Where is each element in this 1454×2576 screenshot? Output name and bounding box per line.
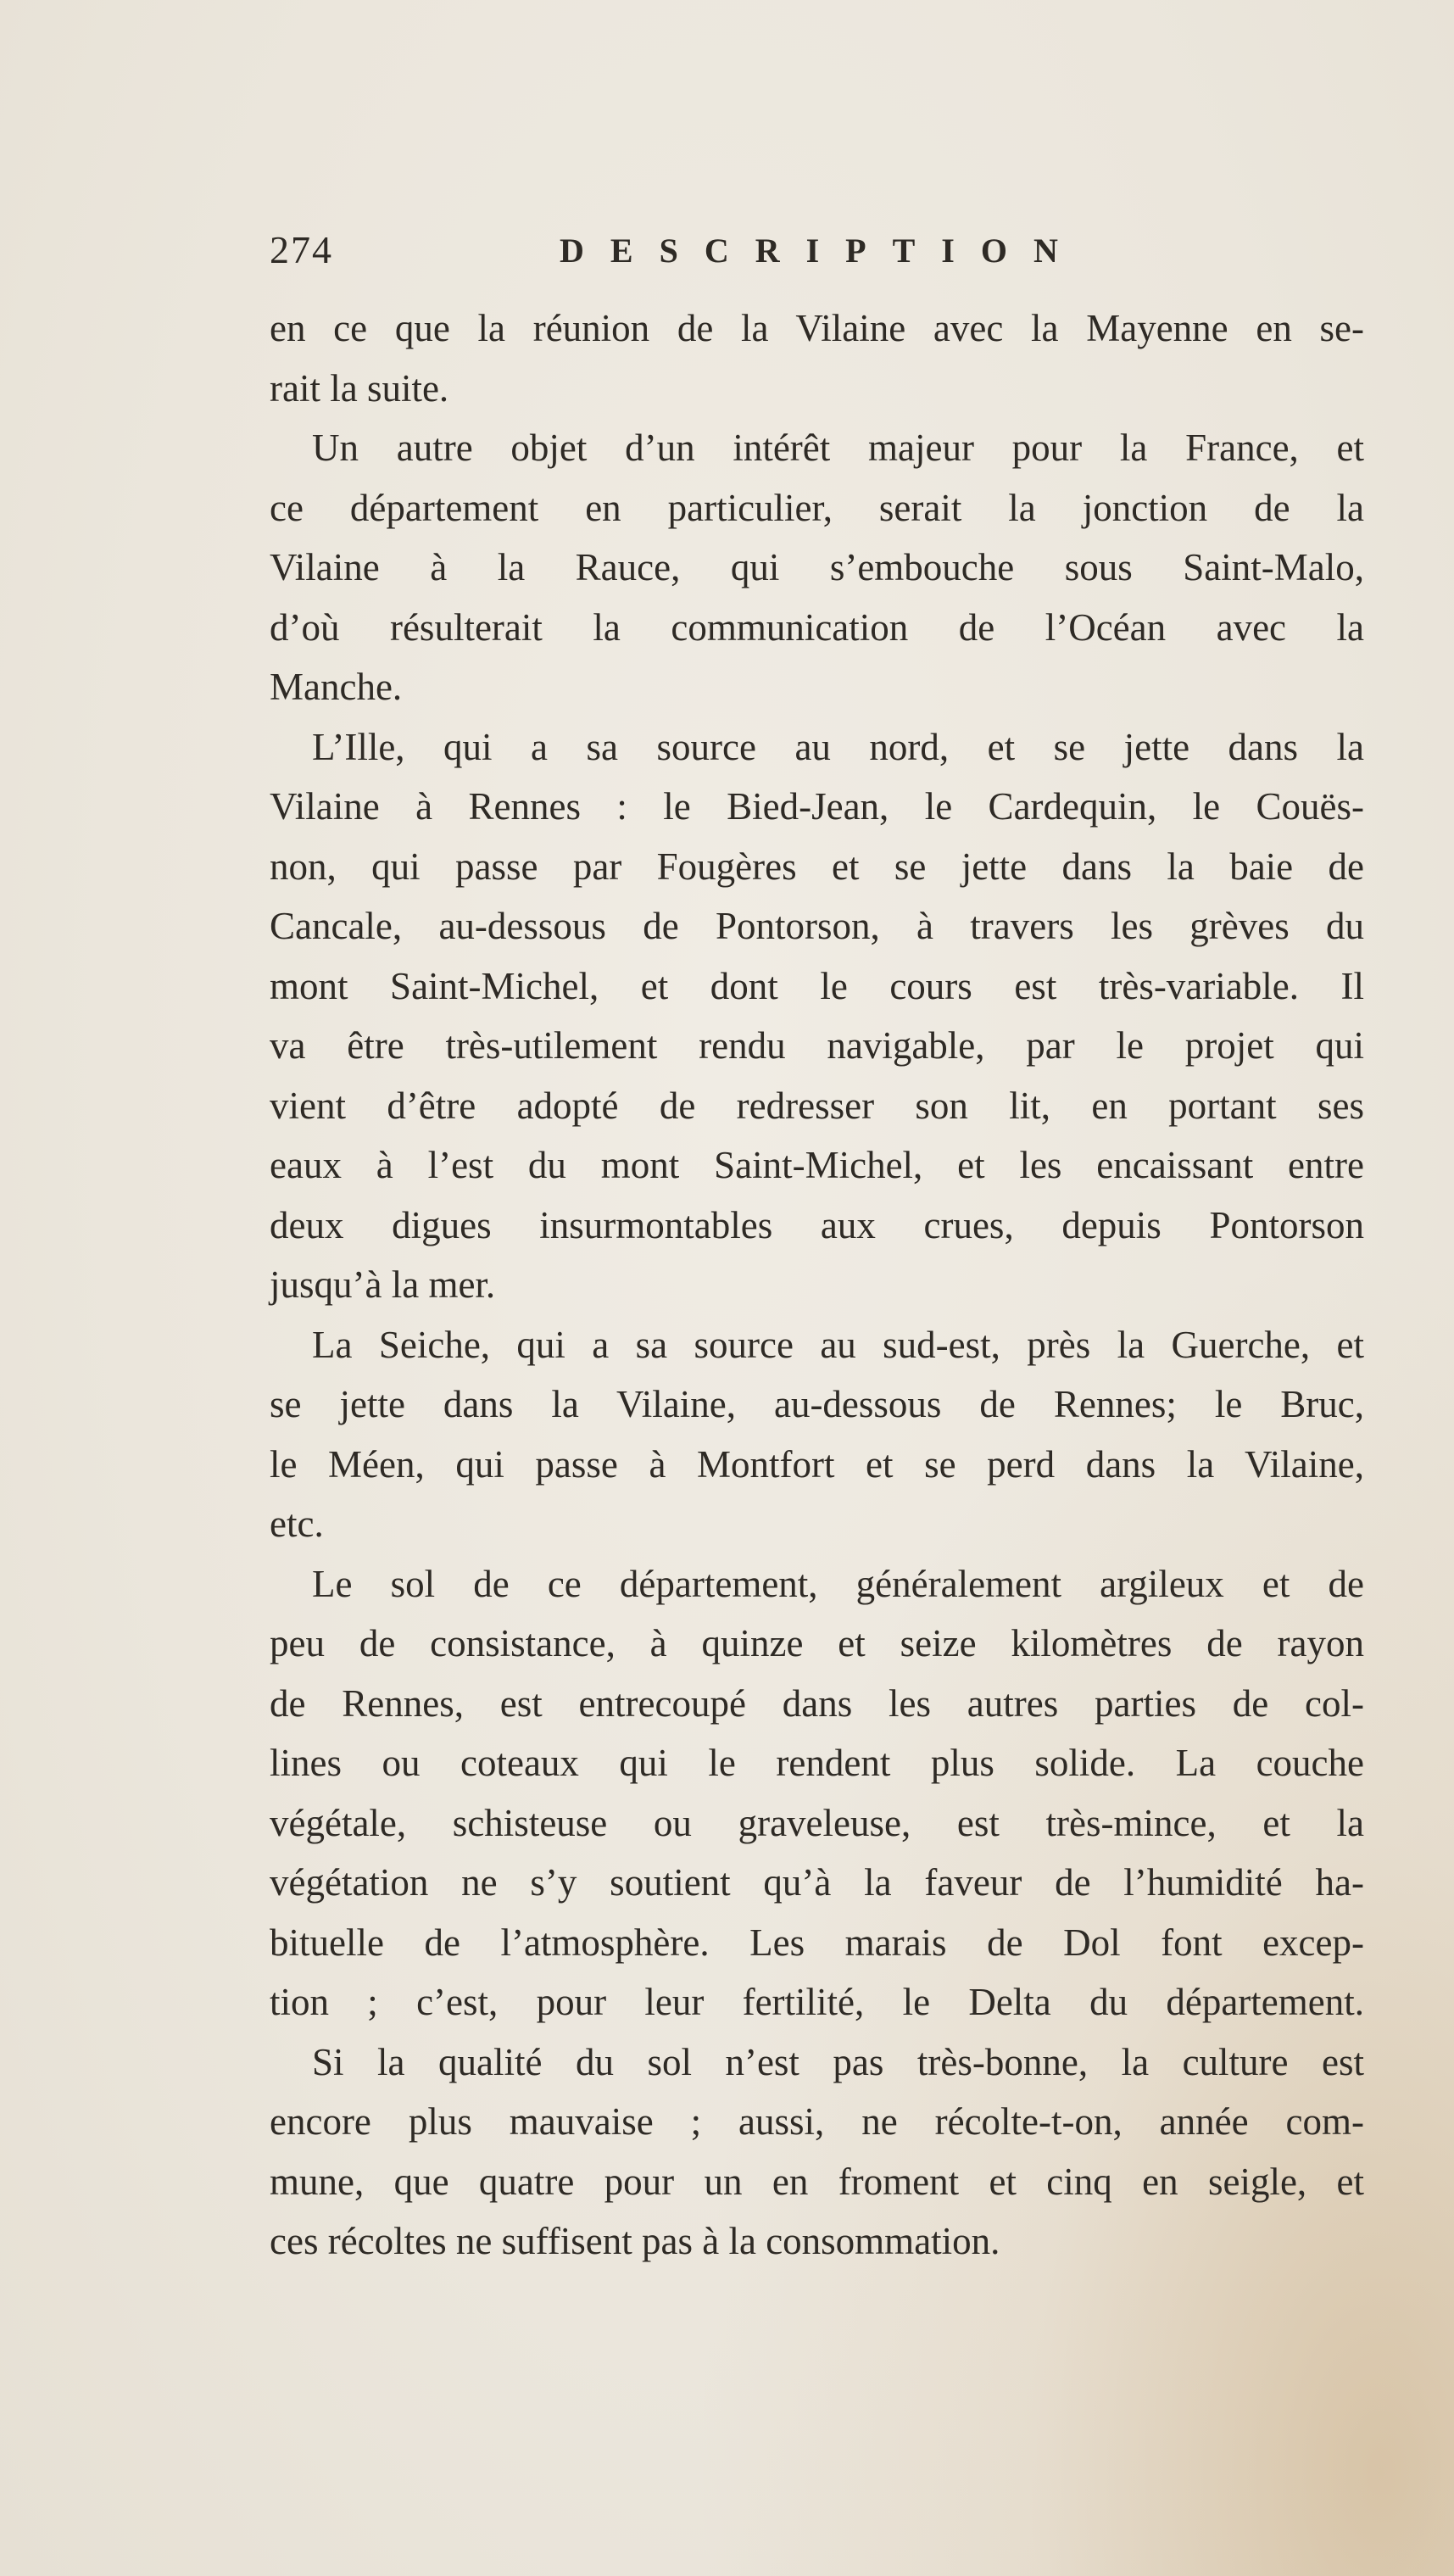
page-header (270, 227, 1117, 278)
text-line: lines ou coteaux qui le rendent plus solide. La couche (270, 1742, 1364, 1784)
text-line: jusqu’à la mer. (270, 1263, 496, 1306)
text-line: va être très-utilement rendu navigable, par le projet qui (270, 1024, 1364, 1067)
text-line: mune, que quatre pour un en froment et cinq en seigle, et (270, 2160, 1364, 2203)
text-line: ce département en particulier, serait la jonction de la (270, 486, 1364, 529)
text-line: en ce que la réunion de la Vilaine avec la Mayenne en se- (270, 307, 1364, 349)
text-line: La Seiche, qui a sa source au sud-est, près la Guerche, et (312, 1323, 1364, 1366)
text-line: Un autre objet d’un intérêt majeur pour la France, et (312, 427, 1364, 469)
text-line: de Rennes, est entrecoupé dans les autres parties de col- (270, 1681, 1364, 1725)
text-line: ces récoltes ne suffisent pas à la consommation. (270, 2220, 1000, 2262)
running-title: DESCRIPTION (560, 231, 1084, 270)
text-line: se jette dans la Vilaine, au-dessous de Rennes; le Bruc, (270, 1383, 1364, 1425)
text-line: tion ; c’est, pour leur fertilité, le Delta du département. (270, 1981, 1364, 2023)
text-line: Le sol de ce département, généralement argileux et de (312, 1562, 1364, 1605)
text-line: rait la suite. (270, 366, 449, 410)
text-line: vient d’être adopté de redresser son lit, en portant ses (270, 1084, 1364, 1127)
text-line: Si la qualité du sol n’est pas très-bonne, la culture est (312, 2040, 1364, 2083)
text-line: deux digues insurmontables aux crues, depuis Pontorson (270, 1203, 1364, 1246)
text-line: Manche. (270, 666, 403, 708)
text-line: encore plus mauvaise ; aussi, ne récolte-t-on, année com- (270, 2100, 1364, 2143)
page-number: 274 (270, 228, 333, 271)
text-line: eaux à l’est du mont Saint-Michel, et les encaissant entre (270, 1144, 1364, 1186)
body-text (270, 298, 1372, 2272)
text-line: d’où résulterait la communication de l’Océan avec la (270, 605, 1364, 649)
text-line: bituelle de l’atmosphère. Les marais de Dol font excep- (270, 1921, 1364, 1964)
text-line: Vilaine à Rennes : le Bied-Jean, le Cardequin, le Couës- (270, 785, 1364, 828)
text-line: etc. (270, 1503, 324, 1545)
text-line: le Méen, qui passe à Montfort et se perd dans la Vilaine, (270, 1442, 1364, 1486)
text-line: L’Ille, qui a sa source au nord, et se jette dans la (312, 725, 1364, 768)
text-line: non, qui passe par Fougères et se jette dans la baie de (270, 845, 1364, 888)
text-line: végétation ne s’y soutient qu’à la faveur de l’humidité ha- (270, 1861, 1364, 1904)
text-line: mont Saint-Michel, et dont le cours est très-variable. Il (270, 964, 1364, 1007)
text-line: Cancale, au-dessous de Pontorson, à travers les grèves du (270, 905, 1364, 947)
text-line: végétale, schisteuse ou graveleuse, est très-mince, et la (270, 1801, 1364, 1844)
text-line: Vilaine à la Rauce, qui s’embouche sous Saint-Malo, (270, 546, 1364, 588)
text-line: peu de consistance, à quinze et seize kilomètres de rayon (270, 1622, 1364, 1664)
